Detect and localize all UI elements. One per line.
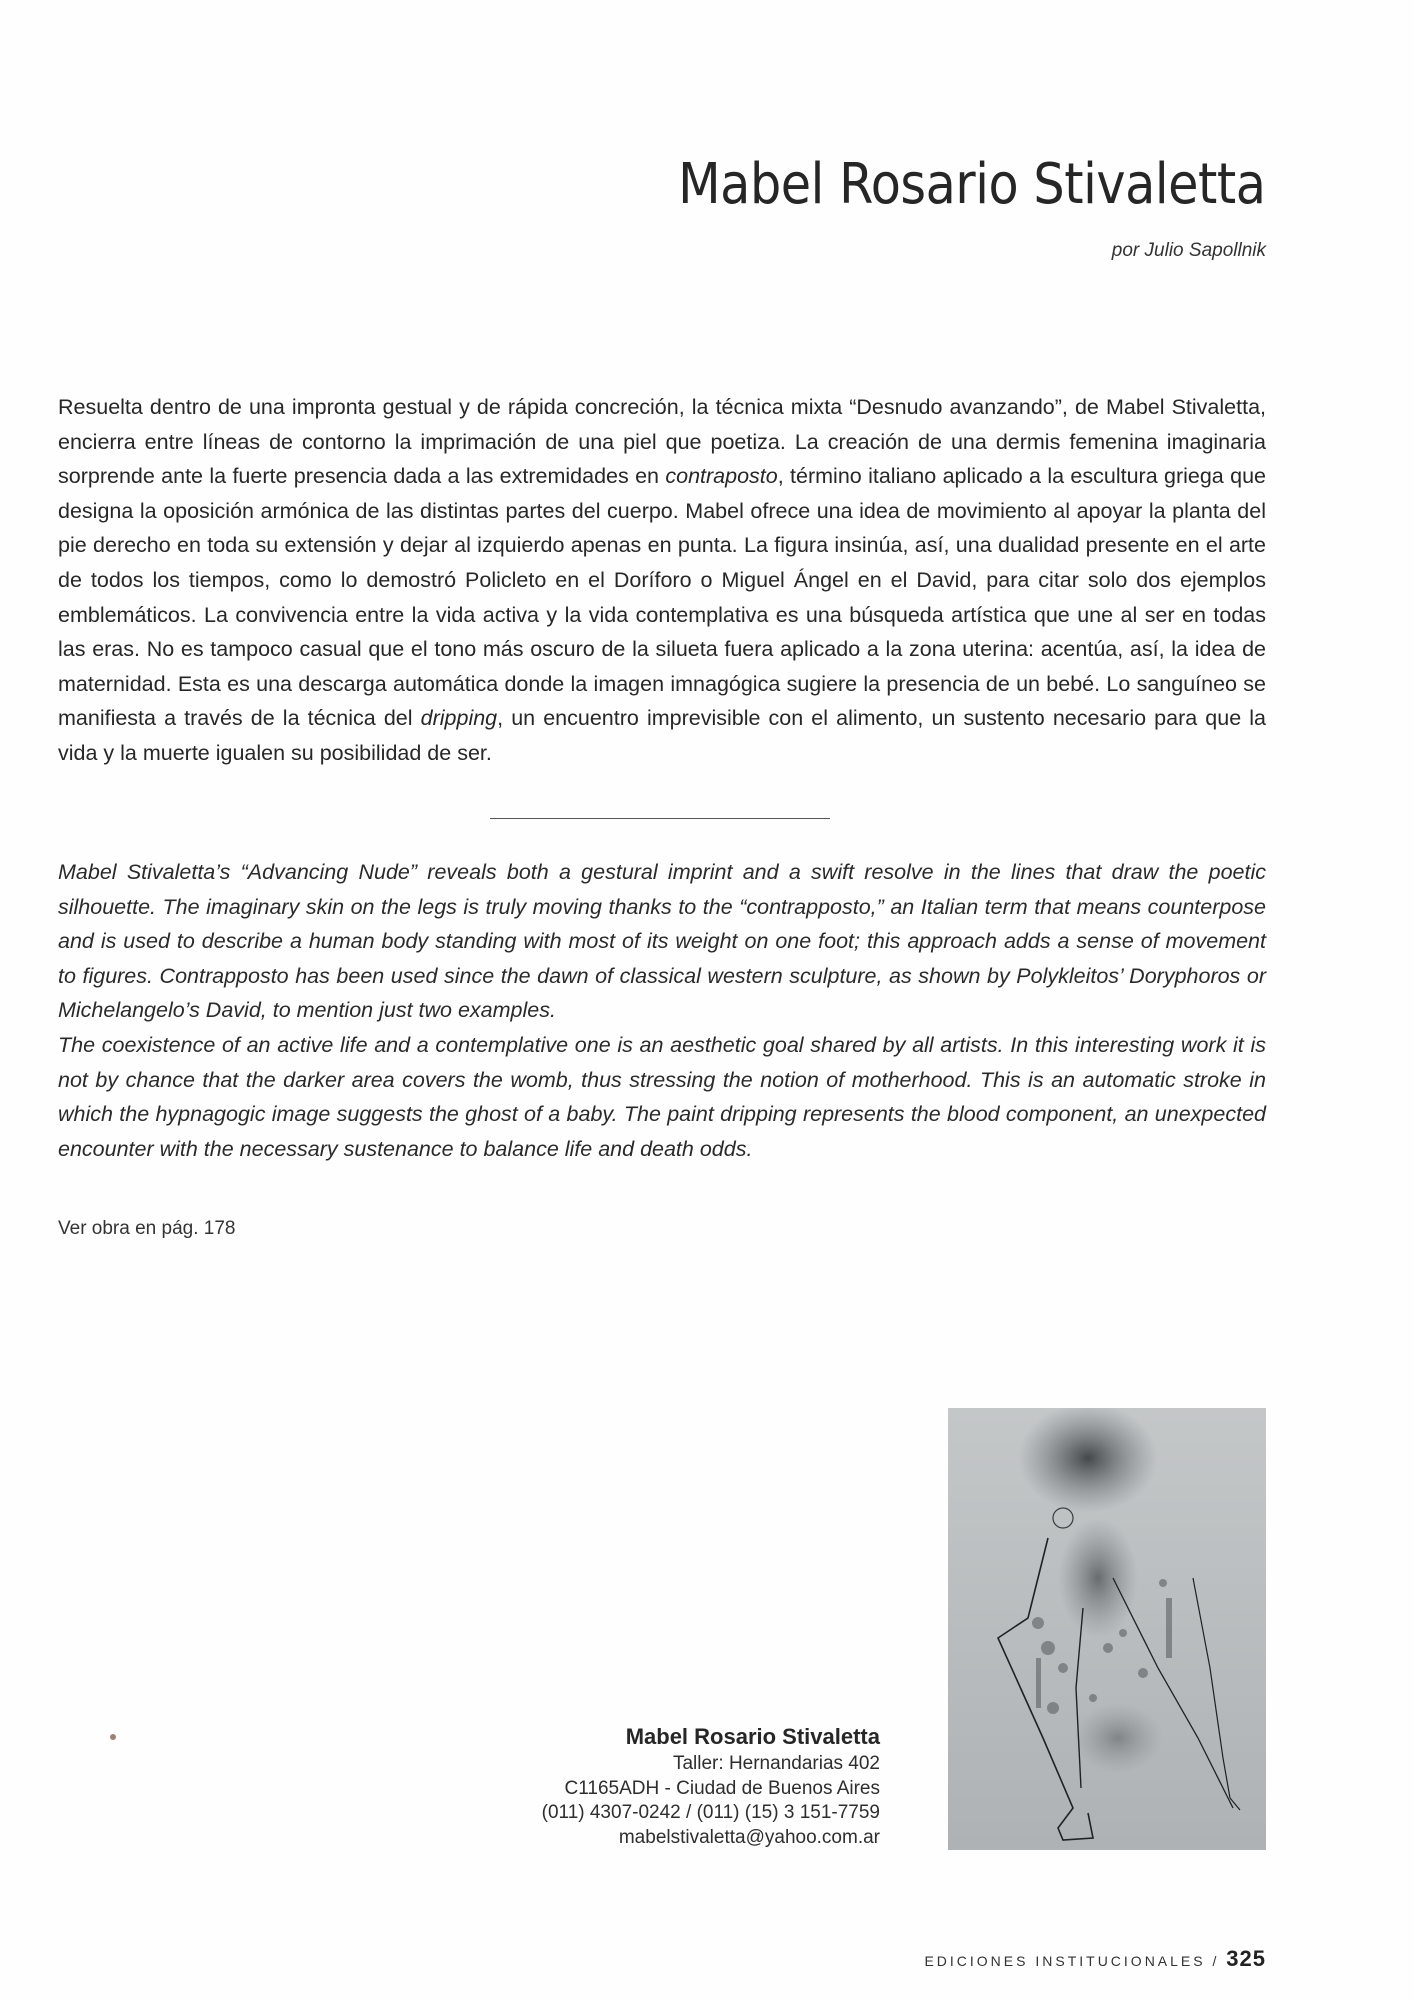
email-address: mabelstivaletta@yahoo.com.ar: [618, 1826, 880, 1848]
phone-numbers: (011) 4307-0242 / (011) (15) 3 151-7759: [541, 1802, 880, 1823]
artwork-image: [948, 1408, 1266, 1850]
artist-name: Mabel Rosario Stivaletta: [625, 1724, 880, 1749]
page-title: Mabel Rosario Stivaletta: [678, 152, 1266, 217]
english-paragraph: Mabel Stivaletta’s “Advancing Nude” reveals both a gestural imprint and a swift resolve in the lines that draw the poetic silhouette. The imaginary skin on the legs is truly moving thanks to the “contrapposto,” an Italian term that means counterpose and is used to describe a human body standing with most of its weight on one foot; this approach adds a sense of movement to figures. Contrapposto has been used since the dawn of classical western sculpture, as shown by Polykleitos’ Doryphoros or Michelangelo’s David, to mention just two examples.: [58, 860, 1266, 1023]
text-segment: , un encuentro imprevisible con el alimento, un sustento necesario para que la vida y la muerte igualen su posibilidad de ser.: [58, 706, 1266, 765]
city-postal: C1165ADH - Ciudad de Buenos Aires: [564, 1777, 880, 1799]
footer-separator: /: [1212, 1953, 1220, 1969]
english-paragraph: The coexistence of an active life and a contemplative one is an aesthetic goal shared by all artists. In this interesting work it is not by chance that the darker area covers the womb, thus stressing the notion of motherhood. This is an automatic stroke in which the hypnagogic image suggests the ghost of a baby. The paint dripping represents the blood component, an unexpected encounter with the necessary sustenance to balance life and death odds.: [58, 1032, 1266, 1161]
page-number: 325: [1226, 1946, 1266, 1971]
author-byline: por Julio Sapollnik: [1111, 240, 1266, 261]
ink-blot-womb: [1073, 1703, 1163, 1773]
text-segment: , término italiano aplicado a la escultura griega que designa la oposición armónica de las distintas partes del cuerpo. Mabel ofrece una idea de movimiento al apoyar la planta del pie derecho en toda su extensión y dejar al izquierdo apenas en punta. La figura insinúa, así, una dualidad presente en el arte de todos los tiempos, como lo demostró Policleto en el Doríforo o Miguel Ángel en el David, para citar solo dos ejemplos emblemáticos. La convivencia entre la vida activa y la vida contemplativa es una búsqueda artística que une al ser en todas las eras. No es tampoco casual que el tono más oscuro de la silueta fuera aplicado a la zona uterina: acentúa, así, la idea de maternidad. Esta es una descarga automática donde la imagen imnagógica sugiere la presencia de un bebé. Lo sanguíneo se manifiesta a través de la técnica del: [58, 464, 1266, 731]
text-segment: Resuelta dentro de una impronta gestual y de rápida concreción, la técnica mixta “Desnudo avanzando”, de Mabel Stivaletta, encierra entre líneas de contorno la imprimación de una piel que poetiza. La creación de una dermis femenina imaginaria sorprende ante la fuerte presencia dada a las extremidades en: [58, 395, 1266, 489]
artist-contact-block: [542, 1722, 880, 1850]
ink-blot-head: [1018, 1408, 1158, 1513]
ink-blot-torso: [1058, 1518, 1138, 1638]
italic-term-contraposto: contraposto: [665, 464, 778, 489]
publisher-name: EDICIONES INSTITUCIONALES: [924, 1953, 1206, 1969]
see-work-reference: Ver obra en pág. 178: [58, 1218, 236, 1239]
spanish-article-text: [58, 390, 1266, 771]
studio-address: Taller: Hernandarias 402: [672, 1753, 880, 1774]
scan-speck: [110, 1734, 116, 1740]
page-footer: [924, 1946, 1266, 1972]
italic-term-dripping: dripping: [420, 706, 498, 731]
english-article-text: [58, 855, 1266, 1166]
section-divider: [490, 818, 830, 819]
artwork-drawing: [948, 1408, 1266, 1850]
spanish-paragraph: [58, 390, 1266, 771]
